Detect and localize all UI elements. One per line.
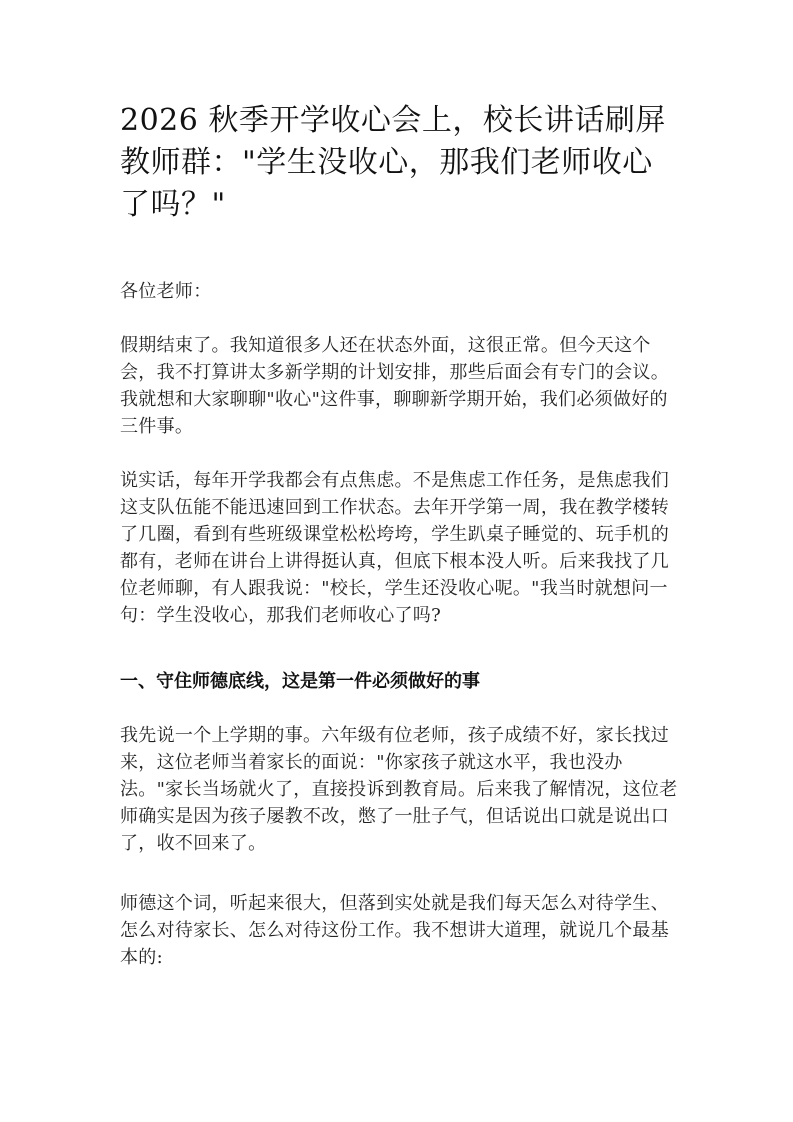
page-title: 2026 秋季开学收心会上，校长讲话刷屏教师群："学生没收心，那我们老师收心了吗？" xyxy=(120,103,666,222)
paragraph-ethics: 师德这个词，听起来很大，但落到实处就是我们每天怎么对待学生、怎么对待家长、怎么对待这份工作。我不想讲大道理，就说几个最基本的: xyxy=(120,893,669,968)
greeting-text: 各位老师： xyxy=(120,281,212,302)
paragraph-intro: 假期结束了。我知道很多人还在状态外面，这很正常。但今天这个会，我不打算讲太多新学期的计划安排，那些后面会有专门的会议。我就想和大家聊聊"收心"这件事，聊聊新学期开始，我们必须做好的三件事。 xyxy=(120,335,669,437)
paragraph-story: 我先说一个上学期的事。六年级有位老师，孩子成绩不好，家长找过来，这位老师当着家长的面说："你家孩子就这水平，我也没办法。"家长当场就火了，直接投诉到教育局。后来我了解情况，这位老师确实是因为孩子屡教不改，憋了一肚子气，但话说出口就是说出口了，收不回来了。 xyxy=(120,725,678,854)
section-heading: 一、守住师德底线，这是第一件必须做好的事 xyxy=(120,671,480,692)
paragraph-anxiety: 说实话，每年开学我都会有点焦虑。不是焦虑工作任务，是焦虑我们这支队伍能不能迅速回到工作状态。去年开学第一周，我在教学楼转了几圈，看到有些班级课堂松松垮垮，学生趴桌子睡觉的、玩手机的都有，老师在讲台上讲得挺认真，但底下根本没人听。后来我找了几位老师聊，有人跟我说："校长，学生还没收心呢。"我当时就想问一句：学生没收心，那我们老师收心了吗? xyxy=(120,470,669,626)
